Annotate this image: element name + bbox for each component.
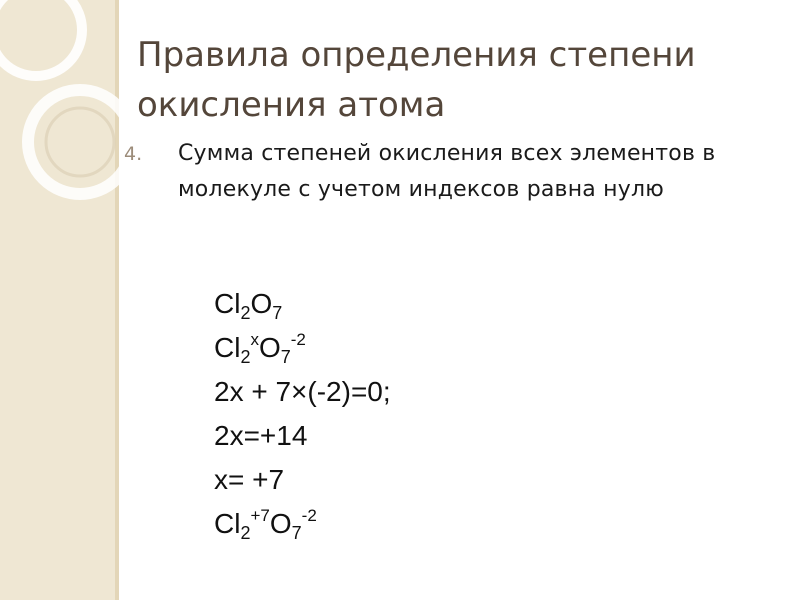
formula-line-3: 2x + 7×(-2)=0; xyxy=(214,376,391,407)
formula-line-5: x= +7 xyxy=(214,464,285,495)
ring-top xyxy=(0,0,82,76)
formula-line-4: 2x=+14 xyxy=(214,420,308,451)
element-cl: Cl xyxy=(214,288,241,319)
oxidation-cl: +7 xyxy=(250,506,270,525)
oxidation-cl: x xyxy=(250,330,259,349)
formula-line-2 xyxy=(214,326,391,370)
ring-middle xyxy=(28,90,132,194)
element-o: O xyxy=(250,288,273,319)
index-o: 7 xyxy=(291,523,302,543)
list-item-text: Сумма степеней окисления всех элементов в молекуле с учетом индексов равна нулю xyxy=(178,141,716,202)
index-cl: 2 xyxy=(240,347,251,367)
element-cl: Cl xyxy=(214,332,241,363)
formula-line-6 xyxy=(214,502,391,546)
index-cl: 2 xyxy=(240,523,251,543)
index-o: 7 xyxy=(280,347,291,367)
element-o: O xyxy=(258,332,281,363)
index-o: 7 xyxy=(272,303,283,323)
index-cl: 2 xyxy=(240,303,251,323)
oxidation-o: -2 xyxy=(301,506,317,525)
slide-title: Правила определения степени окисления атома xyxy=(137,35,696,125)
formula-block xyxy=(214,282,391,546)
list-item-number: 4. xyxy=(124,143,143,165)
element-cl: Cl xyxy=(214,508,241,539)
element-o: O xyxy=(269,508,292,539)
oxidation-o: -2 xyxy=(290,330,306,349)
ring-middle-inner xyxy=(46,108,114,176)
formula-line-1 xyxy=(214,282,391,326)
